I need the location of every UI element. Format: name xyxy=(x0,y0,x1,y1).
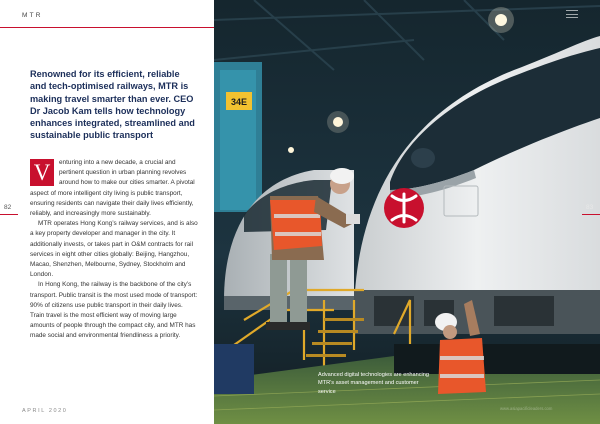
photo-caption: Advanced digital technologies are enhancing MTR’s asset management and customer service xyxy=(318,372,430,395)
side-rule-right xyxy=(582,214,600,215)
section-label: MTR xyxy=(22,12,43,19)
hamburger-menu-icon[interactable] xyxy=(566,10,578,18)
side-rule-left xyxy=(0,214,18,215)
article-paragraph: In Hong Kong, the railway is the backbone of the city’s transport. Public transit is the most used mode of transport: 90% of citizens use public transport in their daily lives. Train travel is the most efficient way of moving large amounts of people through the compact city, and MTR has made social and environmental friendliness a priority. xyxy=(30,281,198,340)
intro-standfirst: Renowned for its efficient, reliable and tech-optimised railways, MTR is making travel smarter than ever. CEO Dr Jacob Kam tells how technology enhances integrated, streamlined and sustainable public transport xyxy=(30,69,195,141)
article-paragraph: MTR operates Hong Kong’s railway services, and is also a key property developer and manager in the city. It additionally invests, or takes part in O&M contracts for rail services in eight other cities globally: Beijing, Hangzhou, Macao, Shenzhen, Melbourne, Sydney, Stockholm and London. xyxy=(30,220,198,279)
feature-photo xyxy=(214,0,600,424)
page-number-right: 83 xyxy=(586,204,594,211)
drop-cap: V xyxy=(30,159,54,186)
depot-photo-illustration xyxy=(214,0,600,424)
article-paragraph: enturing into a new decade, a crucial and pertinent question in urban planning revolves around how to make our cities smarter. A pivotal aspect of more intelligent city living is public transport, ensuring residents can navigate their daily lives efficiently, reliably, and increasingly more sustainably. xyxy=(30,159,195,218)
article-body xyxy=(30,158,198,342)
left-page xyxy=(0,0,214,424)
photo-credit: www.asiapacificleaders.com xyxy=(500,406,553,411)
page-number-left: 82 xyxy=(4,204,12,211)
mtr-logo-icon xyxy=(384,188,424,228)
issue-date: APRIL 2020 xyxy=(22,408,68,414)
bay-sign-text: 34E xyxy=(230,97,248,107)
